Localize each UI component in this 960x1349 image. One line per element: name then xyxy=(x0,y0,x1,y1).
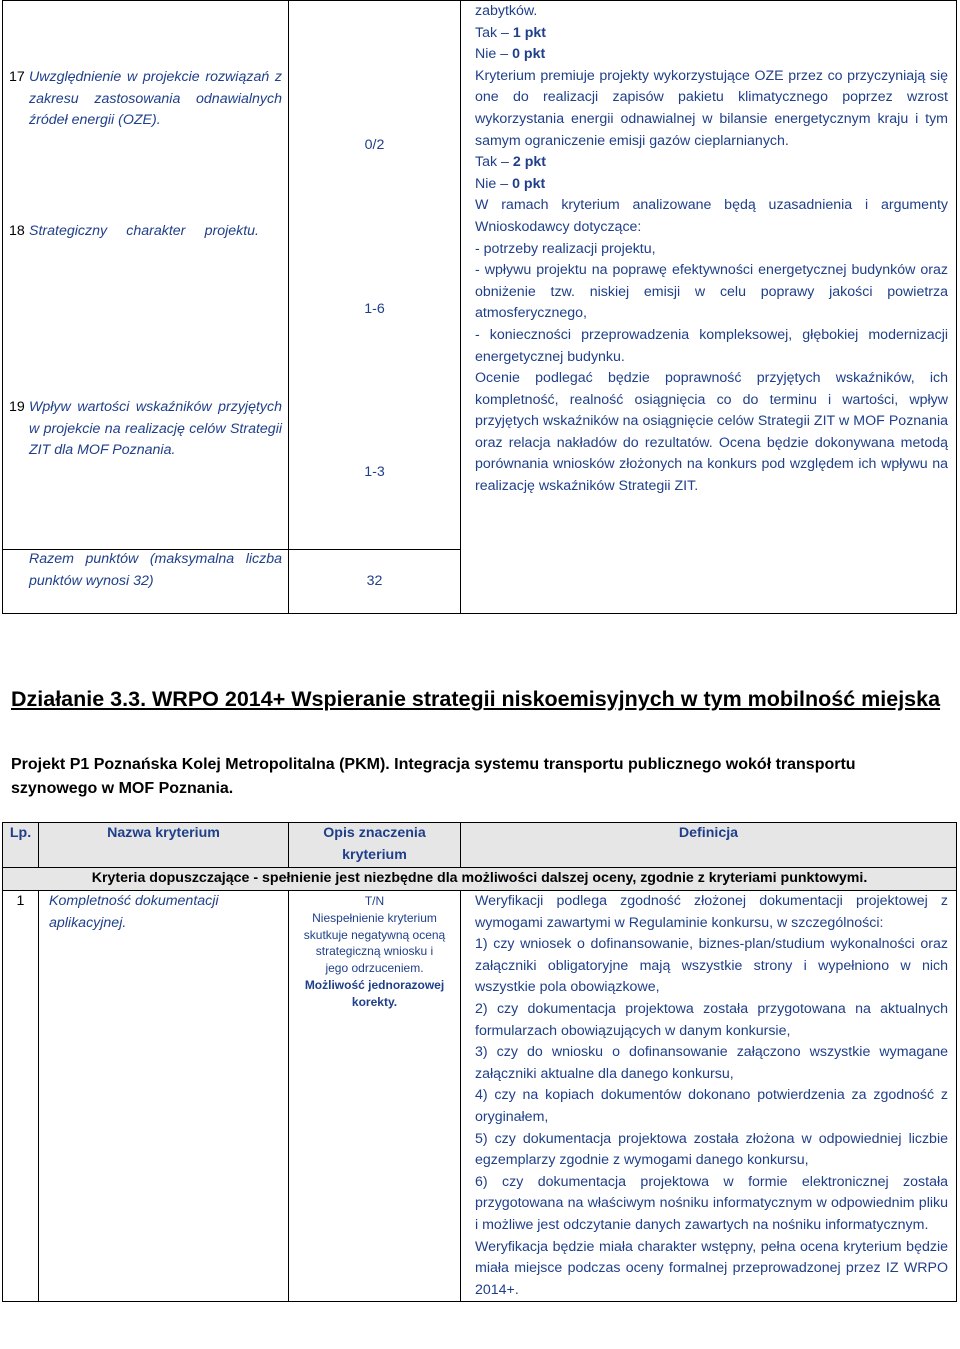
criterion-17-name: Uwzględnienie w projekcie rozwiązań z zakresu zastosowania odnawialnych źródeł energii (OZE). xyxy=(29,69,282,129)
criterion-18-name: Strategiczny charakter projektu. xyxy=(29,223,259,239)
def-18-intro: W ramach kryterium analizowane będą uzasadnienia i argumenty Wnioskodawcy dotyczące: xyxy=(475,197,948,235)
row-lp: 1 xyxy=(3,891,39,1302)
table-row xyxy=(3,891,957,1302)
def-item-2: 2) czy dokumentacja projektowa została przygotowana na aktualnych formularzach obowiązujących w danym konkursie, xyxy=(475,1000,948,1039)
def-no-0pt: Nie – 0 pkt xyxy=(475,46,546,63)
category-band-row xyxy=(3,868,957,891)
row-opis-cell xyxy=(289,891,461,1302)
criteria-name-column xyxy=(3,1,289,614)
table-header-row xyxy=(3,823,957,868)
def-intro: Weryfikacji podlega zgodność złożonej dokumentacji projektowej z wymogami zawartymi w Regulaminie konkursu, w szczególności: xyxy=(475,893,948,931)
criterion-18-number: 18 xyxy=(9,223,25,239)
row-opis-bold: Możliwość jednorazowej korekty. xyxy=(304,977,445,1009)
section-heading: Działanie 3.3. WRPO 2014+ Wspieranie strategii niskoemisyjnych w tym mobilność miejska xyxy=(11,687,941,711)
def-yes-1pt: Tak – 1 pkt xyxy=(475,24,546,41)
criterion-19-name: Wpływ wartości wskaźników przyjętych w projekcie na realizację celów Strategii ZIT dla MOF Poznania. xyxy=(29,399,282,459)
row-definition-cell xyxy=(461,891,957,1302)
criterion-19-points: 1-3 xyxy=(364,464,385,480)
row-name-cell xyxy=(39,891,289,1302)
def-yes-2pt: Tak – 2 pkt xyxy=(475,154,546,171)
project-subheading: Projekt P1 Poznańska Kolej Metropolitalna (PKM). Integracja systemu transportu publicznego wokół transportu szynowego w MOF Poznania. xyxy=(11,756,856,797)
def-19-text: Ocenie podlegać będzie poprawność przyjętych wskaźników, ich kompletność, realność osiągnięcia co do terminu i wartości, wpływ przyjętych wskaźników na osiągnięcie celów Strategii ZIT w MOF Poznania oraz relacja nakładów do rezultatów. Ocena będzie dokonywana metodą porównania wniosków złożonych na konkurs pod względem ich wpływu na realizację wskaźników Strategii ZIT. xyxy=(475,370,948,495)
criterion-18-points: 1-6 xyxy=(364,301,385,317)
criterion-18 xyxy=(3,221,288,243)
criterion-17-number: 17 xyxy=(9,69,25,85)
total-points-label xyxy=(3,549,288,592)
criterion-17-points: 0/2 xyxy=(364,137,385,153)
header-definition: Definicja xyxy=(461,823,957,868)
header-name: Nazwa kryterium xyxy=(39,823,289,868)
def-17-text: Kryterium premiuje projekty wykorzystujące OZE przez co przyczyniają się one do realizacji zapisów pakietu klimatycznego poprzez wzrost wykorzystania energii odnawialnej w bilansie energetycznym kraju i tym samym ograniczenie emisji gazów cieplarnianych. xyxy=(475,67,948,149)
admission-criteria-table xyxy=(2,822,957,1302)
definition-column xyxy=(461,1,957,614)
def-no-0pt-2: Nie – 0 pkt xyxy=(475,175,546,192)
def-18-item-1: - potrzeby realizacji projektu, xyxy=(475,240,656,257)
header-lp: Lp. xyxy=(3,823,39,868)
criterion-19-number: 19 xyxy=(9,399,25,415)
def-item-4: 4) czy na kopiach dokumentów dokonano potwierdzenia za zgodność z oryginałem, xyxy=(475,1087,948,1125)
total-points-value: 32 xyxy=(366,573,383,589)
def-18-item-2: - wpływu projektu na poprawę efektywności energetycznej budynków oraz obniżenie tzw. niskiej emisji w celu poprawy jakości powietrza atmosferycznego, xyxy=(475,262,948,322)
def-item-1: 1) czy wniosek o dofinansowanie, biznes-plan/studium wykonalności oraz załączniki obligatoryjne mają wszystkie strony i wypełniono w nich wszystkie pola obowiązkowe, xyxy=(475,936,948,996)
def-item-3: 3) czy do wniosku o dofinansowanie załączono wszystkie wymagane załączniki aktualne dla danego konkursu, xyxy=(475,1044,948,1082)
total-points-text: Razem punktów (maksymalna liczba punktów wynosi 32) xyxy=(29,551,282,589)
def-continuation: zabytków. xyxy=(475,3,538,19)
criterion-17 xyxy=(3,67,288,132)
row-name: Kompletność dokumentacji aplikacyjnej. xyxy=(49,893,219,931)
category-band: Kryteria dopuszczające - spełnienie jest niezbędne dla możliwości dalszej oceny, zgodnie z kryteriami punktowymi. xyxy=(3,868,957,891)
def-item-5: 5) czy dokumentacja projektowa została złożona w odpowiedniej liczbie egzemplarzy zgodnie z wymogami danego konkursu, xyxy=(475,1130,948,1169)
points-column xyxy=(289,1,461,614)
def-summary: Weryfikacja będzie miała charakter wstępny, pełna ocena kryterium będzie miała miejsce podczas oceny formalnej przeprowadzonej przez IZ WRPO 2014+. xyxy=(475,1238,948,1298)
def-18-item-3: - konieczności przeprowadzenia kompleksowej, głębokiej modernizacji energetycznej budynku. xyxy=(475,326,948,365)
def-item-6: 6) czy dokumentacja projektowa w formie elektronicznej została przygotowana na właściwym nośniku informatycznym w odpowiednim pliku i możliwe jest odczytanie danych zawartych na nośniku informatycznym. xyxy=(475,1173,948,1233)
row-opis-tn: T/N xyxy=(364,894,385,908)
row-opis-text: Niespełnienie kryterium skutkuje negatywną oceną strategiczną wniosku i jego odrzuceniem. xyxy=(303,910,446,976)
criteria-table-continued xyxy=(2,0,957,614)
header-opis: Opis znaczenia kryterium xyxy=(289,823,461,868)
criterion-19 xyxy=(3,397,288,462)
